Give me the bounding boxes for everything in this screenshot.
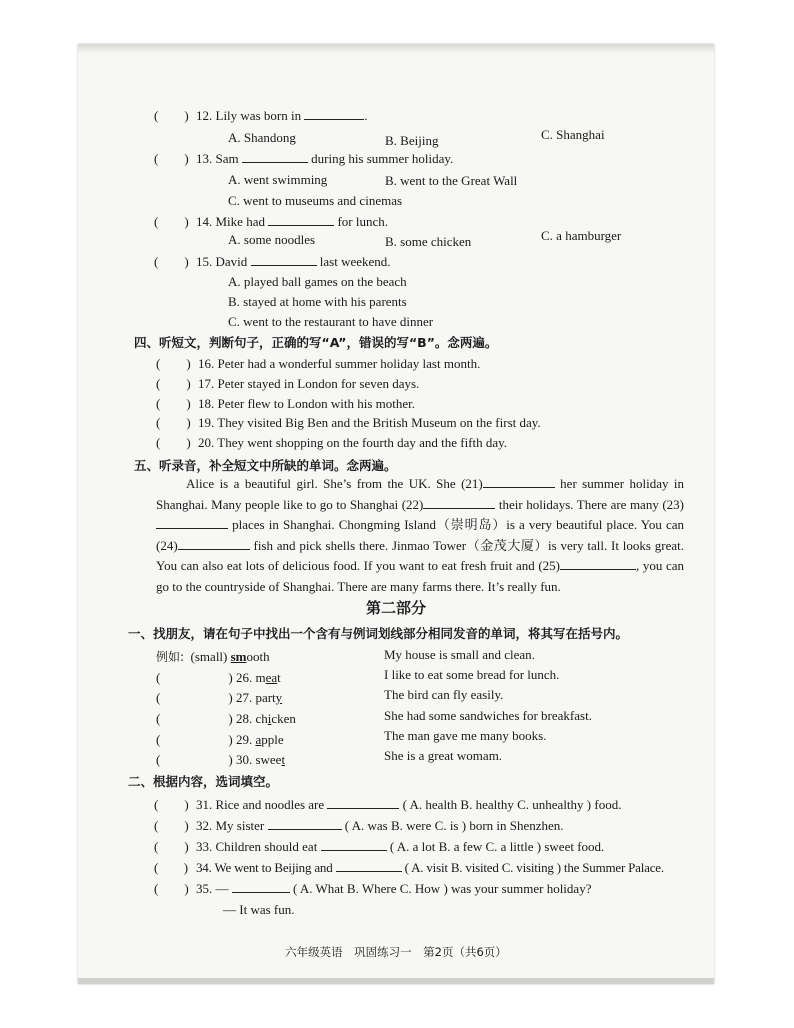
answer-blank[interactable] [268, 817, 342, 830]
exam-page [78, 44, 714, 984]
dialogue-answer: — It was fun. [223, 902, 295, 917]
sentence-28: She had some sandwiches for breakfast. [384, 708, 592, 723]
sec2-heading: 二、根据内容，选词填空。 [128, 774, 279, 789]
match-row-26: ( ) 26. meat [156, 670, 281, 685]
blank-22[interactable] [423, 496, 495, 509]
scan-bottom-edge [78, 978, 714, 984]
sentence-26: I like to eat some bread for lunch. [384, 667, 560, 682]
option-b: B. Beijing [385, 133, 439, 148]
question-31: ( ) 31. Rice and noodles are ( A. health B. healthy C. unhealthy ) food. [154, 797, 622, 812]
question-35: ( ) 35. — ( A. What B. Where C. How ) was your summer holiday? [154, 881, 592, 896]
page-content [78, 44, 714, 984]
option-c: C. Shanghai [541, 127, 605, 142]
section-4-heading: 四、听短文，判断句子，正确的写“A”，错误的写“B”。念两遍。 [134, 335, 498, 350]
tf-item-16: ( ) 16. Peter had a wonderful summer holiday last month. [156, 356, 481, 371]
cloze-passage: Alice is a beautiful girl. She’s from the UK. She (21) her summer holiday in Shanghai. Many people like to go to Shanghai (22) their holidays. There are many (23) places in Shanghai. Chongming Island（崇明岛）is a very beautiful place. You can (24) fish and pick shells there. Jinmao Tower（金茂大厦）is very tall. It looks great. You can also eat lots of delicious food. If you want to eat fresh fruit and (25) , you can go to the countryside of Shanghai. There are many farms there. It’s really fun. [156, 476, 685, 594]
option-c: C. went to the restaurant to have dinner [228, 314, 434, 329]
answer-blank[interactable] [327, 796, 399, 809]
option-b: B. went to the Great Wall [385, 173, 518, 188]
blank-23[interactable] [156, 516, 228, 529]
sec1-heading: 一、找朋友，请在句子中找出一个含有与例词划线部分相同发音的单词，将其写在括号内。 [128, 626, 629, 641]
option-c: C. went to museums and cinemas [228, 193, 403, 208]
option-c: C. a hamburger [541, 228, 622, 243]
match-row-29: ( ) 29. apple [156, 732, 284, 747]
answer-blank[interactable] [321, 838, 387, 851]
sentence-30: She is a great womam. [384, 748, 503, 763]
answer-blank[interactable] [242, 150, 308, 163]
tf-item-18: ( ) 18. Peter flew to London with his mother. [156, 396, 416, 411]
section-5-heading: 五、听录音，补全短文中所缺的单词。念两遍。 [134, 458, 397, 473]
match-row-28: ( ) 28. chicken [156, 711, 296, 726]
question-32: ( ) 32. My sister ( A. was B. were C. is ) born in Shenzhen. [154, 818, 564, 833]
option-a: A. Shandong [228, 130, 296, 145]
part-2-title: 第二部分 [365, 599, 426, 617]
option-a: A. went swimming [228, 172, 328, 187]
option-b: B. stayed at home with his parents [228, 294, 407, 309]
option-a: A. played ball games on the beach [228, 274, 407, 289]
question-34: ( ) 34. We went to Beijing and ( A. visit B. visited C. visiting ) the Summer Palace. [154, 860, 664, 875]
answer-paren[interactable]: ( ) [154, 254, 189, 269]
answer-paren[interactable]: ( ) [154, 108, 189, 123]
question-15: ( ) 15. David last weekend. [154, 254, 391, 269]
sentence-27: The bird can fly easily. [384, 687, 504, 702]
answer-blank[interactable] [251, 253, 317, 266]
match-row-27: ( ) 27. party [156, 690, 283, 705]
example-word: 例如: (small) smooth [156, 649, 270, 664]
answer-paren[interactable]: ( ) [154, 151, 189, 166]
question-33: ( ) 33. Children should eat ( A. a lot B. a few C. a little ) sweet food. [154, 839, 605, 854]
match-row-30: ( ) 30. sweet [156, 752, 286, 767]
page-footer: 六年级英语 巩固练习一 第2页（共6页） [285, 945, 507, 959]
question-13: ( ) 13. Sam during his summer holiday. [154, 151, 454, 166]
answer-blank[interactable] [232, 880, 290, 893]
blank-25[interactable] [560, 557, 636, 570]
answer-blank[interactable] [336, 859, 402, 872]
question-12: ( ) 12. Lily was born in . [154, 108, 368, 123]
tf-item-17: ( ) 17. Peter stayed in London for seven days. [156, 376, 420, 391]
answer-paren[interactable]: ( ) [154, 214, 189, 229]
tf-item-19: ( ) 19. They visited Big Ben and the British Museum on the first day. [156, 415, 541, 430]
answer-blank[interactable] [268, 213, 334, 226]
tf-item-20: ( ) 20. They went shopping on the fourth day and the fifth day. [156, 435, 508, 450]
blank-21[interactable] [483, 475, 555, 488]
question-14: ( ) 14. Mike had for lunch. [154, 214, 389, 229]
blank-24[interactable] [178, 537, 250, 550]
option-a: A. some noodles [228, 232, 316, 247]
option-b: B. some chicken [385, 234, 472, 249]
sentence-29: The man gave me many books. [384, 728, 547, 743]
answer-blank[interactable] [304, 107, 364, 120]
example-sentence: My house is small and clean. [384, 647, 535, 662]
